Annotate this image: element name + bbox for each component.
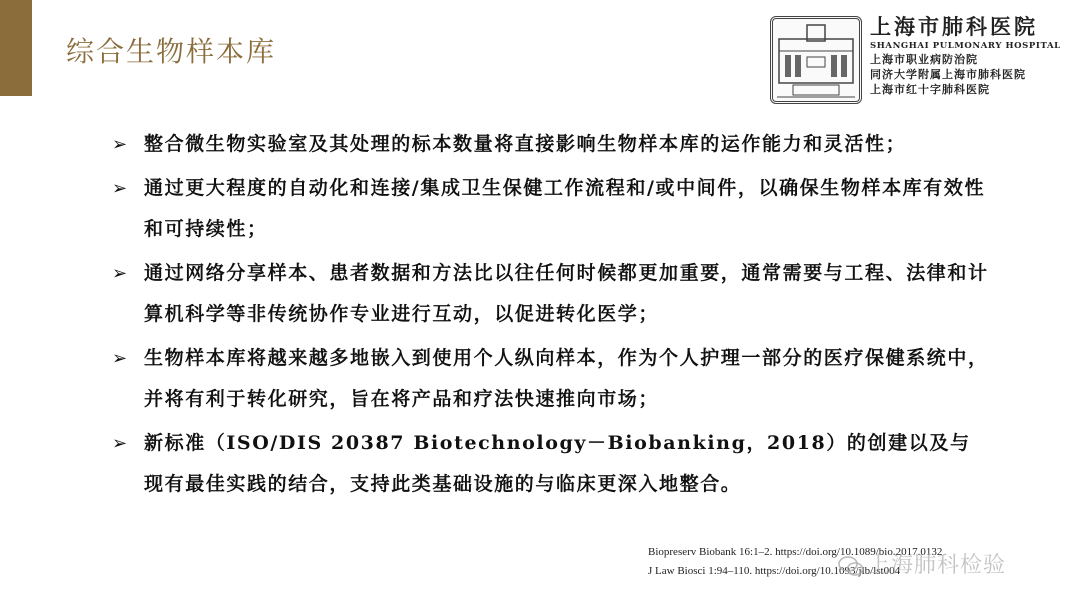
bullet-arrow-icon: ➢ bbox=[112, 263, 129, 284]
bullet-text: 整合微生物实验室及其处理的标本数量将直接影响生物样本库的运作能力和灵活性； bbox=[144, 133, 907, 155]
bullet-list bbox=[110, 124, 990, 508]
logo-subtitle-1: 上海市职业病防治院 bbox=[870, 53, 978, 66]
title-accent-bar bbox=[0, 0, 32, 96]
bullet-text: 通过更大程度的自动化和连接/集成卫生保健工作流程和/或中间件，以确保生物样本库有效性和可持续性； bbox=[144, 177, 986, 240]
watermark bbox=[838, 548, 1058, 584]
bullet-item bbox=[110, 423, 990, 505]
bullet-arrow-icon: ➢ bbox=[112, 433, 129, 454]
bullet-item bbox=[110, 124, 990, 165]
logo-subtitle-2: 同济大学附属上海市肺科医院 bbox=[870, 68, 1026, 81]
logo-name-en: SHANGHAI PULMONARY HOSPITAL bbox=[870, 41, 1061, 51]
bullet-arrow-icon: ➢ bbox=[112, 348, 129, 369]
logo-name-cn: 上海市肺科医院 bbox=[870, 14, 1038, 39]
logo-subtitle-3: 上海市红十字肺科医院 bbox=[870, 83, 990, 96]
wechat-icon bbox=[838, 555, 864, 577]
bullet-item bbox=[110, 168, 990, 250]
reference-2: J Law Biosci 1:94–110. https://doi.org/10.1093/jlb/lst004 bbox=[648, 565, 901, 577]
bullet-text: 新标准（ISO/DIS 20387 Biotechnology－Biobanking，2018）的创建以及与现有最佳实践的结合，支持此类基础设施的与临床更深入地整合。 bbox=[144, 432, 971, 495]
bullet-text: 通过网络分享样本、患者数据和方法比以往任何时候都更加重要，通常需要与工程、法律和计算机科学等非传统协作专业进行互动，以促进转化医学； bbox=[144, 262, 989, 325]
hospital-building-emblem-icon bbox=[770, 16, 862, 104]
reference-1: Biopreserv Biobank 16:1–2. https://doi.org/10.1089/bio.2017.0132 bbox=[648, 546, 943, 558]
bullet-item bbox=[110, 253, 990, 335]
bullet-item bbox=[110, 338, 990, 420]
bullet-arrow-icon: ➢ bbox=[112, 178, 129, 199]
watermark-text: 上海肺科检验 bbox=[868, 553, 1007, 578]
slide-title: 综合生物样本库 bbox=[66, 35, 277, 68]
hospital-logo bbox=[770, 14, 1061, 106]
bullet-text: 生物样本库将越来越多地嵌入到使用个人纵向样本，作为个人护理一部分的医疗保健系统中，并将有利于转化研究，旨在将产品和疗法快速推向市场； bbox=[144, 347, 989, 410]
bullet-arrow-icon: ➢ bbox=[112, 134, 129, 155]
